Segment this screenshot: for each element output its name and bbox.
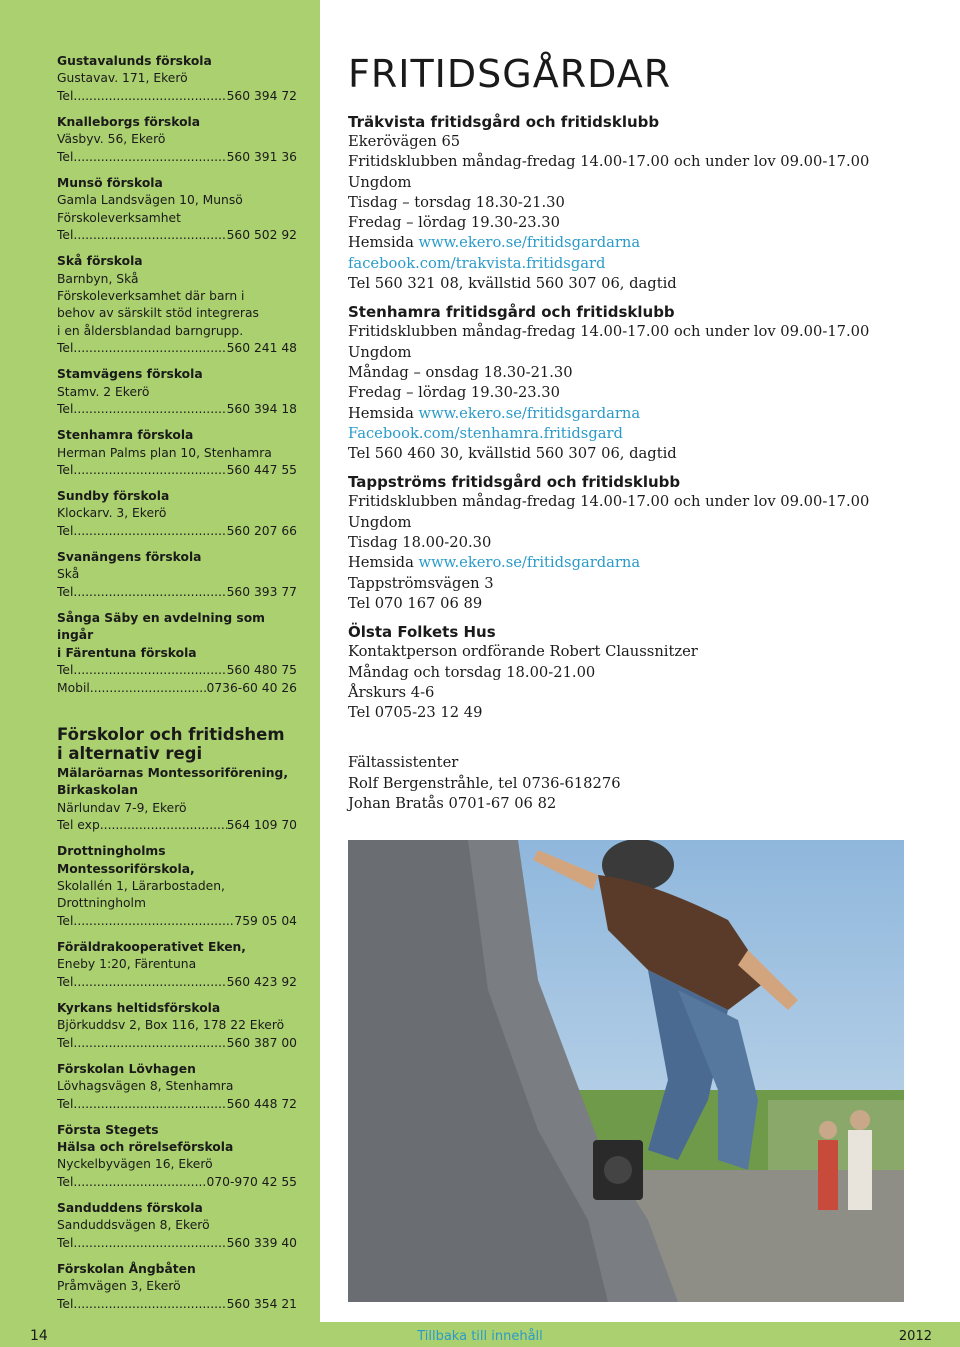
web-link[interactable]: www.ekero.se/fritidsgardarna xyxy=(418,404,641,422)
preschool-name: Kyrkans heltidsförskola xyxy=(57,1000,221,1015)
phone-label: Tel xyxy=(57,1035,74,1050)
preschool-address-line: Drottningholm xyxy=(57,896,146,911)
phone-leader-dots xyxy=(73,1096,226,1113)
info-line xyxy=(348,553,928,573)
web-link[interactable]: Facebook.com/stenhamra.fritidsgard xyxy=(348,424,623,442)
info-line xyxy=(348,703,928,723)
info-text: Fredag – lördag 19.30-23.30 xyxy=(348,384,560,402)
page-title: FRITIDSGÅRDAR xyxy=(348,52,672,96)
preschool-address-line: Stamv. 2 Ekerö xyxy=(57,384,150,399)
preschool-entry xyxy=(57,114,297,166)
phone-label: Tel xyxy=(57,402,74,417)
phone-number: 560 480 75 xyxy=(226,663,297,678)
info-text: Kontaktperson ordförande Robert Claussnitzer xyxy=(348,643,698,661)
info-text: Tel 0705-23 12 49 xyxy=(348,704,483,722)
phone-line xyxy=(57,817,297,834)
preschool-address-line: Herman Palms plan 10, Stenhamra xyxy=(57,445,272,460)
preschool-name: Gustavalunds förskola xyxy=(57,54,212,68)
alternative-heading: Förskolor och fritidshem i alternativ regi xyxy=(57,724,285,763)
phone-number: 759 05 04 xyxy=(234,913,297,928)
phone-number: 560 448 72 xyxy=(226,1096,297,1111)
phone-leader-dots xyxy=(73,1174,206,1191)
phone-label: Tel xyxy=(57,663,74,678)
info-text: Måndag och torsdag 18.00-21.00 xyxy=(348,663,596,681)
phone-leader-dots xyxy=(73,401,226,418)
preschool-entry xyxy=(57,765,297,835)
phone-label: Tel xyxy=(57,584,74,599)
phone-leader-dots xyxy=(73,227,226,244)
preschool-name: Föräldrakooperativet Eken, xyxy=(57,939,246,954)
preschool-name: Munsö förskola xyxy=(57,175,163,190)
info-line xyxy=(348,322,928,342)
phone-line xyxy=(57,1035,297,1052)
phone-line xyxy=(57,974,297,991)
preschool-address-line: behov av särskilt stöd integreras xyxy=(57,306,259,321)
youth-center-section xyxy=(348,472,928,614)
sidebar xyxy=(0,0,320,1322)
phone-label: Tel xyxy=(57,341,74,356)
preschool-name: Mälaröarnas Montessoriförening, Birkaskolan xyxy=(57,765,288,798)
phone-leader-dots xyxy=(73,88,226,105)
info-line xyxy=(348,132,928,152)
info-line xyxy=(348,193,928,213)
phone-number: 560 387 00 xyxy=(226,1035,297,1050)
skateboarder-photo xyxy=(348,840,904,1302)
phone-leader-dots xyxy=(73,340,226,357)
preschool-address-line: Förskoleverksamhet xyxy=(57,210,181,225)
year: 2012 xyxy=(898,1329,932,1344)
phone-number: 560 339 40 xyxy=(226,1235,297,1250)
phone-line xyxy=(57,1096,297,1113)
preschool-name: Knalleborgs förskola xyxy=(57,114,201,129)
youth-center-section xyxy=(348,112,928,294)
preschool-entry xyxy=(57,610,297,697)
phone-number: 564 109 70 xyxy=(226,818,297,833)
phone-label: Tel xyxy=(57,149,74,164)
field-assistants xyxy=(348,753,928,814)
info-line xyxy=(348,663,928,683)
phone-leader-dots xyxy=(73,1235,226,1252)
back-to-contents-link[interactable]: Tillbaka till innehåll xyxy=(417,1329,543,1344)
info-line xyxy=(348,492,928,512)
preschool-name: Svanängens förskola xyxy=(57,549,202,564)
mobile-label: Mobil xyxy=(57,680,90,695)
phone-leader-dots xyxy=(73,1035,226,1052)
phone-number: 560 447 55 xyxy=(226,462,297,477)
preschool-name: Första Stegets Hälsa och rörelseförskola xyxy=(57,1122,234,1155)
info-text: Hemsida xyxy=(348,554,419,572)
field-assistant-1: Rolf Bergenstråhle, tel 0736-618276 xyxy=(348,774,621,792)
info-line xyxy=(348,383,928,403)
preschool-entry xyxy=(57,1122,297,1192)
info-line xyxy=(348,173,928,193)
preschool-address-line: Närlundav 7-9, Ekerö xyxy=(57,800,187,815)
info-text: Hemsida xyxy=(348,234,419,252)
phone-label: Tel xyxy=(57,462,74,477)
info-text: Fritidsklubben måndag-fredag 14.00-17.00 och under lov 09.00-17.00 xyxy=(348,153,870,171)
youth-center-heading: Ölsta Folkets Hus xyxy=(348,623,496,642)
info-text: Ungdom xyxy=(348,343,412,361)
phone-leader-dots xyxy=(73,1296,226,1313)
phone-leader-dots xyxy=(73,149,226,166)
phone-line xyxy=(57,227,297,244)
info-text: Tel 070 167 06 89 xyxy=(348,594,483,612)
preschool-address-line: Eneby 1:20, Färentuna xyxy=(57,957,197,972)
phone-label: Tel xyxy=(57,228,74,243)
info-line xyxy=(348,574,928,594)
youth-center-heading: Stenhamra fritidsgård och fritidsklubb xyxy=(348,303,675,322)
phone-line xyxy=(57,88,297,105)
info-line xyxy=(348,363,928,383)
preschool-entry xyxy=(57,427,297,479)
youth-center-heading: Tappströms fritidsgård och fritidsklubb xyxy=(348,473,681,492)
phone-number: 070-970 42 55 xyxy=(206,1174,297,1189)
phone-leader-dots xyxy=(90,680,207,697)
main-content xyxy=(348,52,928,814)
info-line xyxy=(348,213,928,233)
info-line xyxy=(348,343,928,363)
preschool-entry xyxy=(57,549,297,601)
info-line xyxy=(348,683,928,703)
preschool-entry xyxy=(57,1000,297,1052)
preschool-entry xyxy=(57,843,297,930)
preschool-address-line: Pråmvägen 3, Ekerö xyxy=(57,1279,181,1294)
preschool-entry xyxy=(57,1200,297,1252)
footer xyxy=(0,1322,960,1347)
web-link[interactable]: facebook.com/trakvista.fritidsgard xyxy=(348,254,606,272)
phone-label: Tel exp xyxy=(57,818,100,833)
preschool-entry xyxy=(57,1261,297,1313)
phone-number: 560 354 21 xyxy=(226,1296,297,1311)
phone-leader-dots xyxy=(73,584,226,601)
youth-center-section xyxy=(348,622,928,723)
phone-line xyxy=(57,149,297,166)
info-text: Tappströmsvägen 3 xyxy=(348,574,494,592)
info-text: Årskurs 4-6 xyxy=(348,683,435,701)
phone-number: 560 207 66 xyxy=(226,523,297,538)
preschool-name: Stamvägens förskola xyxy=(57,367,203,382)
preschool-entry xyxy=(57,939,297,991)
phone-number: 560 502 92 xyxy=(226,228,297,243)
phone-line xyxy=(57,1235,297,1252)
phone-line xyxy=(57,523,297,540)
phone-label: Tel xyxy=(57,913,74,928)
info-line xyxy=(348,444,928,464)
preschool-entry xyxy=(57,53,297,105)
youth-center-section xyxy=(348,302,928,464)
info-text: Ungdom xyxy=(348,513,412,531)
web-link[interactable]: www.ekero.se/fritidsgardarna xyxy=(418,234,641,252)
info-line xyxy=(348,533,928,553)
phone-line xyxy=(57,1174,297,1191)
preschool-address-line: Barnbyn, Skå xyxy=(57,271,139,286)
preschool-name: Drottningholms Montessoriförskola, xyxy=(57,844,195,876)
preschool-address-line: Björkuddsv 2, Box 116, 178 22 Ekerö xyxy=(57,1018,285,1033)
skateboarder-image xyxy=(348,840,904,1302)
phone-line xyxy=(57,401,297,418)
preschool-name: Förskolan Ångbåten xyxy=(57,1261,196,1276)
preschool-address-line: Lövhagsvägen 8, Stenhamra xyxy=(57,1079,234,1094)
youth-centers xyxy=(348,112,928,723)
phone-number: 560 394 18 xyxy=(226,402,297,417)
preschool-address-line: Gamla Landsvägen 10, Munsö xyxy=(57,193,243,208)
info-text: Måndag – onsdag 18.30-21.30 xyxy=(348,363,573,381)
phone-label: Tel xyxy=(57,974,74,989)
info-line xyxy=(348,152,928,172)
preschool-address-line: i en åldersblandad barngrupp. xyxy=(57,323,244,338)
mobile-line xyxy=(57,680,297,697)
info-line xyxy=(348,642,928,662)
phone-label: Tel xyxy=(57,1096,74,1111)
preschool-name: Sundby förskola xyxy=(57,489,170,504)
info-line xyxy=(348,254,928,274)
info-line xyxy=(348,513,928,533)
preschool-entry xyxy=(57,175,297,245)
preschool-address-line: Skolallén 1, Lärarbostaden, xyxy=(57,879,225,894)
preschool-entry xyxy=(57,253,297,357)
info-text: Fritidsklubben måndag-fredag 14.00-17.00 och under lov 09.00-17.00 xyxy=(348,493,870,511)
phone-number: 560 394 72 xyxy=(226,88,297,103)
info-line xyxy=(348,424,928,444)
preschool-address-line: Förskoleverksamhet där barn i xyxy=(57,288,245,303)
info-text: Ungdom xyxy=(348,173,412,191)
phone-leader-dots xyxy=(73,662,226,679)
phone-number: 560 391 36 xyxy=(226,149,297,164)
youth-center-heading: Träkvista fritidsgård och fritidsklubb xyxy=(348,113,660,131)
preschool-address-line: Väsbyv. 56, Ekerö xyxy=(57,132,166,147)
mobile-number: 0736-60 40 26 xyxy=(206,680,297,695)
phone-leader-dots xyxy=(100,817,227,834)
preschool-entry xyxy=(57,1061,297,1113)
preschool-address-line: Gustavav. 171, Ekerö xyxy=(57,71,188,86)
phone-number: 560 423 92 xyxy=(226,974,297,989)
info-text: Ekerövägen 65 xyxy=(348,133,461,150)
preschool-address-line: Nyckelbyvägen 16, Ekerö xyxy=(57,1157,213,1172)
preschool-name: Sånga Säby en avdelning som ingår i Färentuna förskola xyxy=(57,610,265,660)
phone-label: Tel xyxy=(57,1174,74,1189)
info-text: Tel 560 460 30, kvällstid 560 307 06, dagtid xyxy=(348,445,677,463)
preschool-address-line: Skå xyxy=(57,567,80,582)
phone-leader-dots xyxy=(73,523,226,540)
phone-leader-dots xyxy=(73,913,234,930)
info-line xyxy=(348,404,928,424)
phone-leader-dots xyxy=(73,462,226,479)
preschool-entry xyxy=(57,366,297,418)
preschool-entry xyxy=(57,488,297,540)
phone-label: Tel xyxy=(57,523,74,538)
phone-line xyxy=(57,913,297,930)
phone-line xyxy=(57,462,297,479)
phone-label: Tel xyxy=(57,1296,74,1311)
page-number: 14 xyxy=(30,1328,48,1344)
info-text: Tisdag – torsdag 18.30-21.30 xyxy=(348,193,565,211)
phone-leader-dots xyxy=(73,974,226,991)
field-assistants-heading: Fältassistenter xyxy=(348,754,459,772)
info-text: Fredag – lördag 19.30-23.30 xyxy=(348,214,560,232)
info-text: Fritidsklubben måndag-fredag 14.00-17.00 och under lov 09.00-17.00 xyxy=(348,323,870,341)
preschool-name: Sanduddens förskola xyxy=(57,1200,203,1215)
info-text: Hemsida xyxy=(348,404,419,422)
preschool-list xyxy=(57,53,297,1322)
phone-line xyxy=(57,584,297,601)
phone-label: Tel xyxy=(57,1235,74,1250)
phone-line xyxy=(57,340,297,357)
preschool-address-line: Sanduddsvägen 8, Ekerö xyxy=(57,1218,210,1233)
info-text: Tisdag 18.00-20.30 xyxy=(348,534,492,552)
info-line xyxy=(348,274,928,294)
field-assistant-2: Johan Bratås 0701-67 06 82 xyxy=(348,795,557,813)
info-line xyxy=(348,594,928,614)
phone-number: 560 241 48 xyxy=(226,341,297,356)
phone-label: Tel xyxy=(57,88,74,103)
preschool-name: Förskolan Lövhagen xyxy=(57,1061,196,1076)
phone-line xyxy=(57,1296,297,1313)
info-text: Tel 560 321 08, kvällstid 560 307 06, dagtid xyxy=(348,275,677,293)
phone-number: 560 393 77 xyxy=(226,584,297,599)
preschool-name: Stenhamra förskola xyxy=(57,428,194,443)
phone-line xyxy=(57,662,297,679)
info-line xyxy=(348,233,928,253)
web-link[interactable]: www.ekero.se/fritidsgardarna xyxy=(418,554,641,572)
preschool-name: Skå förskola xyxy=(57,254,143,269)
preschool-address-line: Klockarv. 3, Ekerö xyxy=(57,506,167,521)
